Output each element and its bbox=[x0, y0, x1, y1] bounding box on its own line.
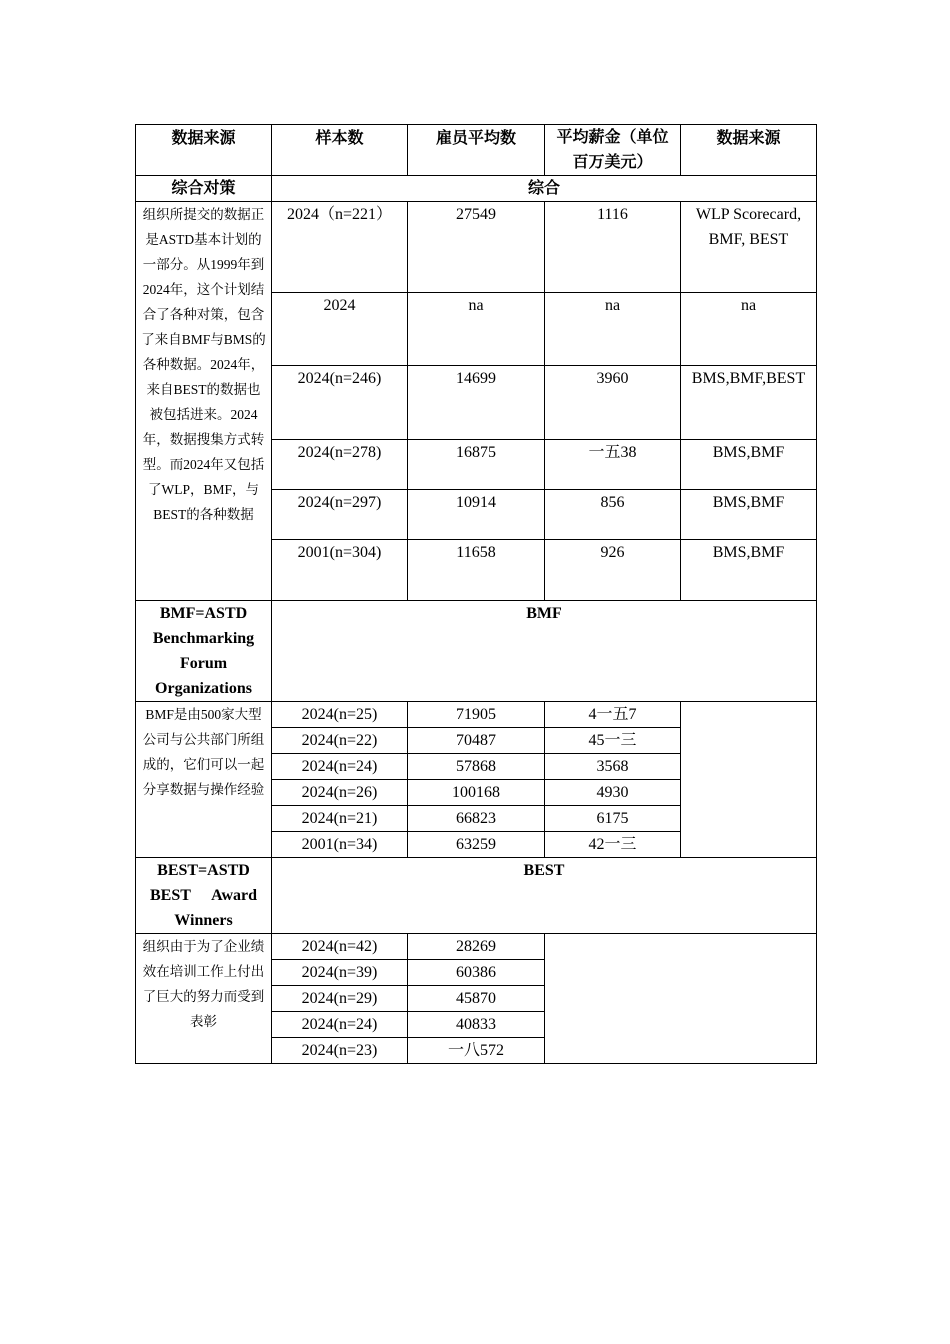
salary-cell: na bbox=[545, 293, 681, 366]
table-row bbox=[136, 202, 817, 293]
employees-cell: 27549 bbox=[408, 202, 545, 293]
employees-cell: 71905 bbox=[408, 702, 545, 728]
sample-cell: 2024(n=23) bbox=[272, 1038, 408, 1064]
source-cell: na bbox=[681, 293, 817, 366]
salary-cell: 1116 bbox=[545, 202, 681, 293]
salary-cell: 6175 bbox=[545, 806, 681, 832]
salary-cell: 926 bbox=[545, 540, 681, 601]
section3-left-title-word: Award bbox=[211, 887, 257, 904]
sample-cell: 2024(n=39) bbox=[272, 960, 408, 986]
section3-left-title-line: Winners bbox=[174, 912, 233, 929]
employees-cell: 14699 bbox=[408, 366, 545, 440]
sample-cell: 2024(n=29) bbox=[272, 986, 408, 1012]
employees-cell: 16875 bbox=[408, 440, 545, 490]
section2-description: BMF是由500家大型公司与公共部门所组成的，它们可以一起分享数据与操作经验 bbox=[136, 702, 272, 858]
section3-left-title-line bbox=[138, 883, 269, 908]
salary-cell: 一五38 bbox=[545, 440, 681, 490]
employees-cell: 28269 bbox=[408, 934, 545, 960]
section3-description: 组织由于为了企业绩效在培训工作上付出了巨大的努力而受到表彰 bbox=[136, 934, 272, 1064]
section2-left-title-line: Benchmarking bbox=[152, 630, 255, 647]
employees-cell: 一八572 bbox=[408, 1038, 545, 1064]
section3-left-title-word: BEST bbox=[150, 887, 191, 904]
employees-cell: 45870 bbox=[408, 986, 545, 1012]
section3-title: BEST bbox=[272, 858, 817, 934]
section1-left-title: 综合对策 bbox=[136, 176, 272, 202]
section3-left-title-line: BEST=ASTD bbox=[157, 862, 250, 879]
section3-empty-area bbox=[545, 934, 817, 1064]
sample-cell: 2024(n=26) bbox=[272, 780, 408, 806]
sample-cell: 2024（n=221） bbox=[272, 202, 408, 293]
employees-cell: 66823 bbox=[408, 806, 545, 832]
employees-cell: 60386 bbox=[408, 960, 545, 986]
section2-title-row bbox=[136, 601, 817, 702]
source-cell: BMS,BMF bbox=[681, 440, 817, 490]
salary-cell: 4一五7 bbox=[545, 702, 681, 728]
sample-cell: 2024(n=24) bbox=[272, 754, 408, 780]
header-data-source-2: 数据来源 bbox=[681, 125, 817, 176]
sample-cell: 2001(n=34) bbox=[272, 832, 408, 858]
sample-cell: 2024(n=25) bbox=[272, 702, 408, 728]
salary-cell: 856 bbox=[545, 490, 681, 540]
source-cell: BMS,BMF bbox=[681, 540, 817, 601]
section1-title-row bbox=[136, 176, 817, 202]
employees-cell: 70487 bbox=[408, 728, 545, 754]
salary-cell: 3960 bbox=[545, 366, 681, 440]
section2-left-title bbox=[136, 601, 272, 702]
sample-cell: 2024 bbox=[272, 293, 408, 366]
sample-cell: 2001(n=304) bbox=[272, 540, 408, 601]
section2-left-title-line: BMF=ASTD bbox=[159, 605, 248, 622]
section1-description: 组织所提交的数据正是ASTD基本计划的一部分。从1999年到2024年，这个计划结合了各种对策，包含了来自BMF与BMS的各种数据。2024年，来自BEST的数据也被包括进来。2024年，数据搜集方式转型。而2024年又包括了WLP，BMF，与BEST的各种数据 bbox=[136, 202, 272, 601]
sample-cell: 2024(n=278) bbox=[272, 440, 408, 490]
sample-cell: 2024(n=22) bbox=[272, 728, 408, 754]
header-sample-count: 样本数 bbox=[272, 125, 408, 176]
source-cell: BMS,BMF bbox=[681, 490, 817, 540]
section2-left-title-line: Organizations bbox=[155, 680, 252, 697]
salary-cell: 42一三 bbox=[545, 832, 681, 858]
employees-cell: 57868 bbox=[408, 754, 545, 780]
sample-cell: 2024(n=297) bbox=[272, 490, 408, 540]
employees-cell: 63259 bbox=[408, 832, 545, 858]
source-cell: BMS,BMF,BEST bbox=[681, 366, 817, 440]
salary-cell: 4930 bbox=[545, 780, 681, 806]
employees-cell: 11658 bbox=[408, 540, 545, 601]
section3-title-row bbox=[136, 858, 817, 934]
salary-cell: 3568 bbox=[545, 754, 681, 780]
section1-title: 综合 bbox=[272, 176, 817, 202]
table-row bbox=[136, 702, 817, 728]
sample-cell: 2024(n=246) bbox=[272, 366, 408, 440]
salary-cell: 45一三 bbox=[545, 728, 681, 754]
header-avg-employees: 雇员平均数 bbox=[408, 125, 545, 176]
employees-cell: 100168 bbox=[408, 780, 545, 806]
employees-cell: 10914 bbox=[408, 490, 545, 540]
sample-cell: 2024(n=42) bbox=[272, 934, 408, 960]
sample-cell: 2024(n=21) bbox=[272, 806, 408, 832]
employees-cell: na bbox=[408, 293, 545, 366]
section2-title: BMF bbox=[272, 601, 817, 702]
sample-cell: 2024(n=24) bbox=[272, 1012, 408, 1038]
section2-empty-source bbox=[681, 702, 817, 858]
header-data-source: 数据来源 bbox=[136, 125, 272, 176]
table-row bbox=[136, 934, 817, 960]
section2-left-title-line: Forum bbox=[179, 655, 228, 672]
source-cell: WLP Scorecard, BMF, BEST bbox=[681, 202, 817, 293]
employees-cell: 40833 bbox=[408, 1012, 545, 1038]
header-avg-salary-line1: 平均薪金（单位 bbox=[556, 129, 669, 146]
header-avg-salary-line2: 百万美元） bbox=[572, 154, 653, 171]
section3-left-title bbox=[136, 858, 272, 934]
header-row bbox=[136, 125, 817, 176]
data-table bbox=[135, 124, 817, 1064]
header-avg-salary bbox=[545, 125, 681, 176]
